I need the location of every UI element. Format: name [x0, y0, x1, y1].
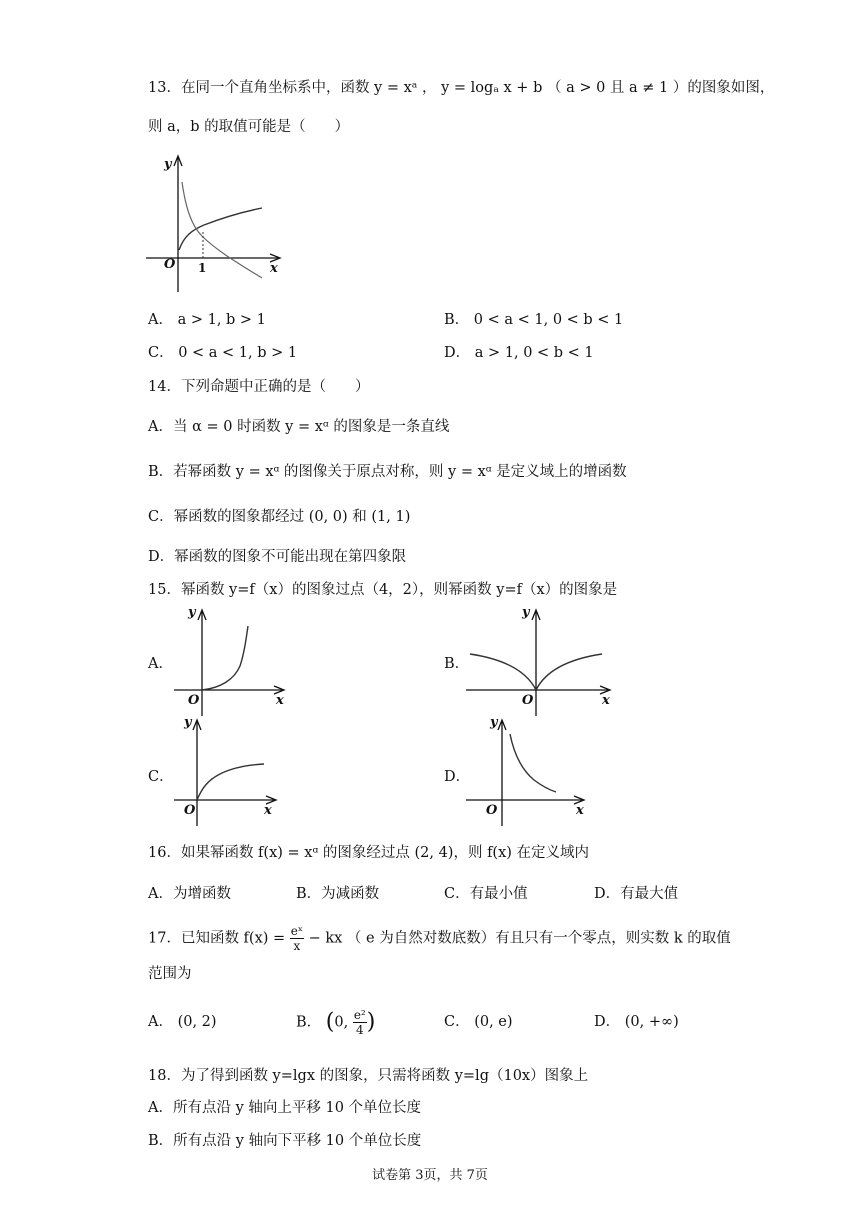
- q15c-origin-label: O: [184, 803, 196, 818]
- q16-option-c: C．有最小值: [444, 886, 528, 902]
- q18-option-b: B．所有点沿 y 轴向下平移 10 个单位长度: [148, 1133, 422, 1149]
- q13-one-label: 1: [198, 261, 207, 275]
- q15c-x-label: x: [264, 803, 272, 818]
- q15-option-d-letter: D．: [444, 769, 471, 785]
- q13-x-label: x: [270, 261, 278, 276]
- q16-option-d: D．有最大值: [594, 886, 679, 902]
- q15-option-a-letter: A．: [148, 656, 173, 672]
- q17-stem-suffix: − kx （ e 为自然对数底数）有且只有一个零点，则实数 k 的取值: [308, 930, 731, 947]
- q15b-y-label: y: [522, 605, 530, 620]
- q17-option-c: C． (0, e): [444, 1014, 513, 1030]
- q13-figure: [140, 150, 290, 300]
- q17-stem-line1: [148, 924, 731, 953]
- q13-origin-label: O: [164, 257, 176, 272]
- q13-option-b: B． 0 < a < 1, 0 < b < 1: [444, 312, 624, 328]
- q17-frac-den: x: [293, 939, 301, 953]
- q15a-origin-label: O: [188, 693, 200, 708]
- q15d-x-label: x: [576, 803, 584, 818]
- q15-figure-b: [462, 604, 616, 722]
- q15-option-c-letter: C．: [148, 769, 174, 785]
- q14-stem: 14．下列命题中正确的是（ ）: [148, 379, 370, 395]
- q18-option-a: A．所有点沿 y 轴向上平移 10 个单位长度: [148, 1100, 422, 1116]
- q15-option-b-letter: B．: [444, 656, 470, 672]
- q17-option-b-letter: B．: [296, 1014, 322, 1031]
- q17-fraction: [290, 924, 304, 953]
- q17-stem-prefix: 17．已知函数 f(x) =: [148, 930, 286, 947]
- q14-option-b: B．若幂函数 y = xᵅ 的图像关于原点对称，则 y = xᵅ 是定义域上的增函数: [148, 464, 627, 480]
- q14-option-d: D．幂函数的图象不可能出现在第四象限: [148, 549, 407, 565]
- q17-option-b-prefix: 0,: [334, 1014, 349, 1031]
- page-footer: 试卷第 3页，共 7页: [372, 1168, 488, 1183]
- q15-figure-d: [462, 714, 592, 832]
- q13-y-label: y: [164, 157, 172, 172]
- q17-option-b: B． (0, $\frac{\text{e²}}{4}$ ): [296, 1008, 376, 1037]
- q17-option-b-den: 4: [355, 1023, 364, 1037]
- q18-stem: 18．为了得到函数 y=lgx 的图象，只需将函数 y=lg（10x）图象上: [148, 1068, 589, 1084]
- q15b-origin-label: O: [522, 693, 534, 708]
- q17-stem-line2: 范围为: [148, 966, 192, 982]
- q15b-x-label: x: [602, 693, 610, 708]
- q15d-origin-label: O: [486, 803, 498, 818]
- q15a-x-label: x: [276, 693, 284, 708]
- q14-option-c: C．幂函数的图象都经过 (0, 0) 和 (1, 1): [148, 509, 411, 525]
- q14-option-a: A．当 α = 0 时函数 y = xᵅ 的图象是一条直线: [148, 419, 450, 435]
- q15-figure-c: [170, 714, 280, 832]
- q15-figure-a: [170, 604, 290, 722]
- q15-stem: 15．幂函数 y=f（x）的图象过点（4，2），则幂函数 y=f（x）的图象是: [148, 582, 618, 598]
- q13-stem-line1: 13．在同一个直角坐标系中，函数 y = xᵃ ， y = logₐ x + b （ a > 0 且 a ≠ 1 ）的图象如图，: [148, 80, 775, 96]
- q15a-y-label: y: [188, 605, 196, 620]
- q16-option-a: A．为增函数: [148, 886, 231, 902]
- q13-option-a: A． a > 1, b > 1: [148, 312, 266, 328]
- q17-option-d: D． (0, +∞): [594, 1014, 679, 1030]
- q13-option-d: D． a > 1, 0 < b < 1: [444, 345, 594, 361]
- q17-option-b-fraction: [353, 1008, 367, 1037]
- q16-option-b: B．为减函数: [296, 886, 380, 902]
- q17-frac-num: eˣ: [290, 924, 303, 938]
- q15d-y-label: y: [490, 715, 498, 730]
- q15c-y-label: y: [184, 715, 192, 730]
- q13-option-c: C． 0 < a < 1, b > 1: [148, 345, 298, 361]
- q13-stem-line2: 则 a，b 的取值可能是（ ）: [148, 119, 350, 135]
- q17-option-b-num: e²: [353, 1008, 366, 1022]
- q17-option-a: A． (0, 2): [148, 1014, 217, 1030]
- q16-stem: 16．如果幂函数 f(x) = xᵅ 的图象经过点 (2, 4)，则 f(x) 在定义域内: [148, 845, 590, 861]
